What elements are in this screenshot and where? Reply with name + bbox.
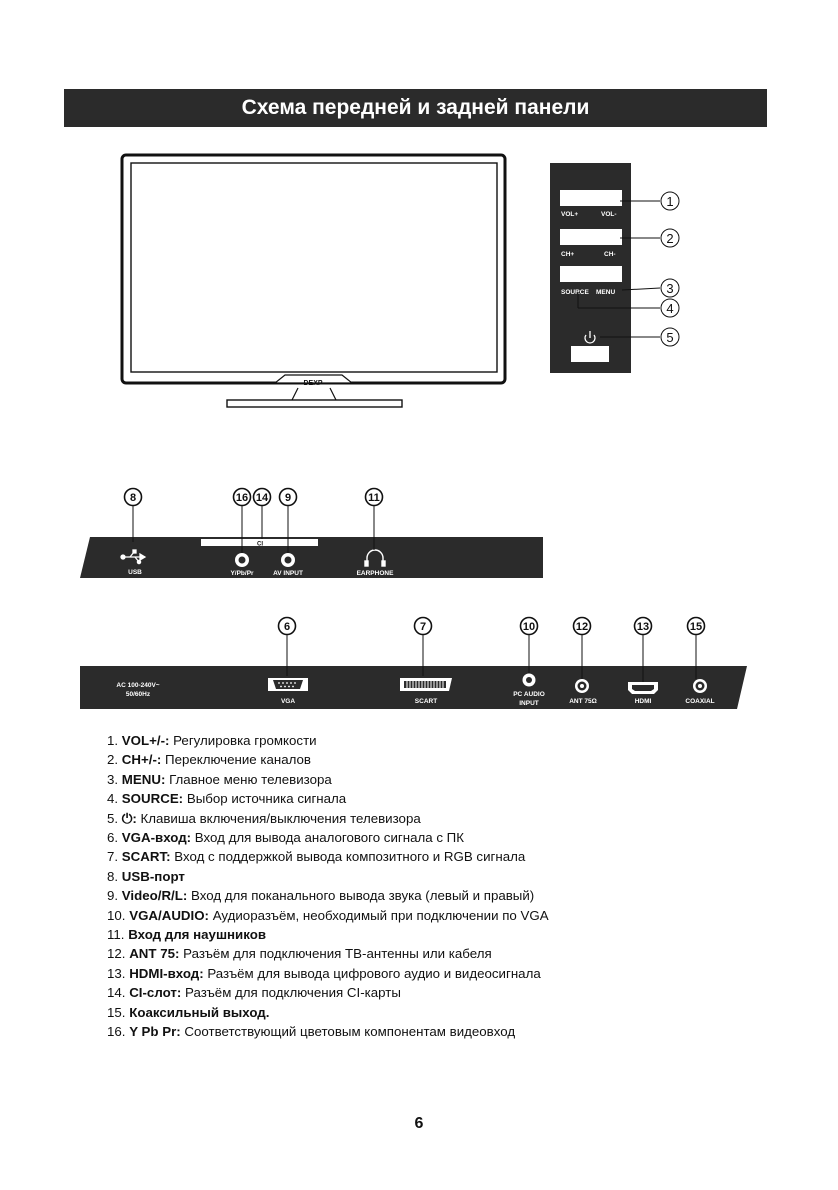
ch-button[interactable]: [560, 229, 622, 245]
power-label-line1: AC 100-240V~: [116, 682, 160, 689]
vga-port[interactable]: [268, 678, 308, 691]
list-item: 6. VGA-вход: Вход для вывода аналогового сигнала с ПК: [107, 830, 464, 846]
coaxial-port[interactable]: [693, 679, 707, 693]
callout-3: 3: [666, 281, 674, 296]
hdmi-label: HDMI: [634, 698, 652, 705]
vol-minus-label: VOL-: [601, 211, 617, 218]
menu-label: MENU: [596, 289, 616, 296]
list-item: 5. ⏻: Клавиша включения/выключения телевизора: [107, 810, 421, 826]
hdmi-port[interactable]: [628, 682, 658, 694]
scart-port[interactable]: [400, 678, 452, 691]
callout-12: 12: [575, 621, 589, 633]
list-item: 16. Y Pb Pr: Соответствующий цветовым компонентам видеовход: [107, 1024, 516, 1040]
callout-16: 16: [235, 492, 249, 504]
power-button[interactable]: [571, 346, 609, 362]
callout-2: 2: [666, 231, 674, 246]
side-control-panel: [550, 163, 631, 373]
ci-label: CI: [257, 541, 263, 548]
ch-plus-label: CH+: [561, 251, 575, 258]
callout-13: 13: [636, 621, 650, 633]
callout-6: 6: [283, 621, 291, 633]
rear-ports-panel: [80, 666, 747, 709]
list-item: 11. Вход для наушников: [107, 927, 267, 943]
page-number: 6: [414, 1115, 424, 1132]
pc-audio-label-line2: INPUT: [519, 700, 539, 707]
legend-list: [107, 731, 727, 1042]
ant-label: ANT 75Ω: [569, 698, 597, 705]
vol-plus-label: VOL+: [561, 211, 579, 218]
list-item: 1. VOL+/-: Регулировка громкости: [107, 733, 317, 748]
list-item: 14. CI-слот: Разъём для подключения CI-карты: [107, 985, 401, 1001]
vol-button[interactable]: [560, 190, 622, 206]
list-item: 12. ANT 75: Разъём для подключения ТВ-антенны или кабеля: [107, 946, 492, 962]
list-item: 4. SOURCE: Выбор источника сигнала: [107, 791, 347, 807]
scart-label: SCART: [414, 698, 438, 705]
pc-audio-jack[interactable]: [523, 674, 536, 687]
list-item: 15. Коаксильный выход.: [107, 1004, 270, 1020]
callout-4: 4: [666, 301, 674, 316]
list-item: 2. CH+/-: Переключение каналов: [107, 752, 311, 768]
callout-10: 10: [522, 621, 536, 633]
power-symbol-icon: ⏻:: [121, 810, 137, 826]
pc-audio-label-line1: PC AUDIO: [513, 691, 545, 698]
callout-1: 1: [666, 194, 674, 209]
list-item: 10. VGA/AUDIO: Аудиоразъём, необходимый при подключении по VGA: [107, 907, 549, 923]
callout-8: 8: [129, 492, 137, 504]
callout-11: 11: [368, 492, 380, 504]
list-item: 3. MENU: Главное меню телевизора: [107, 771, 332, 787]
ch-minus-label: CH-: [604, 251, 616, 258]
tv-brand: DEXP: [303, 380, 323, 387]
list-item: 7. SCART: Вход с поддержкой вывода композитного и RGB сигнала: [107, 849, 526, 865]
antenna-port[interactable]: [575, 679, 589, 693]
earphone-label: EARPHONE: [356, 570, 394, 577]
power-label-line2: 50/60Hz: [125, 691, 151, 698]
av-input-label: AV INPUT: [273, 570, 303, 577]
source-label: SOURCE: [561, 289, 589, 296]
ypbpr-label: Y/Pb/Pr: [230, 570, 254, 577]
callout-15: 15: [689, 621, 703, 633]
vga-label: VGA: [280, 698, 296, 705]
source-menu-button[interactable]: [560, 266, 622, 282]
page-title: Схема передней и задней панели: [64, 89, 767, 127]
tv-front: [122, 155, 505, 407]
list-item: 9. Video/R/L: Вход для поканального вывода звука (левый и правый): [107, 888, 535, 904]
callout-14: 14: [255, 492, 269, 504]
side-ports-panel: [80, 537, 543, 578]
callout-5: 5: [666, 330, 674, 345]
list-item: 8. USB-порт: [107, 868, 185, 884]
coaxial-label: COAXIAL: [685, 698, 715, 705]
usb-label: USB: [128, 569, 142, 576]
callout-9: 9: [284, 492, 292, 504]
list-item: 13. HDMI-вход: Разъём для вывода цифрового аудио и видеосигнала: [107, 965, 541, 981]
callout-7: 7: [419, 621, 427, 633]
